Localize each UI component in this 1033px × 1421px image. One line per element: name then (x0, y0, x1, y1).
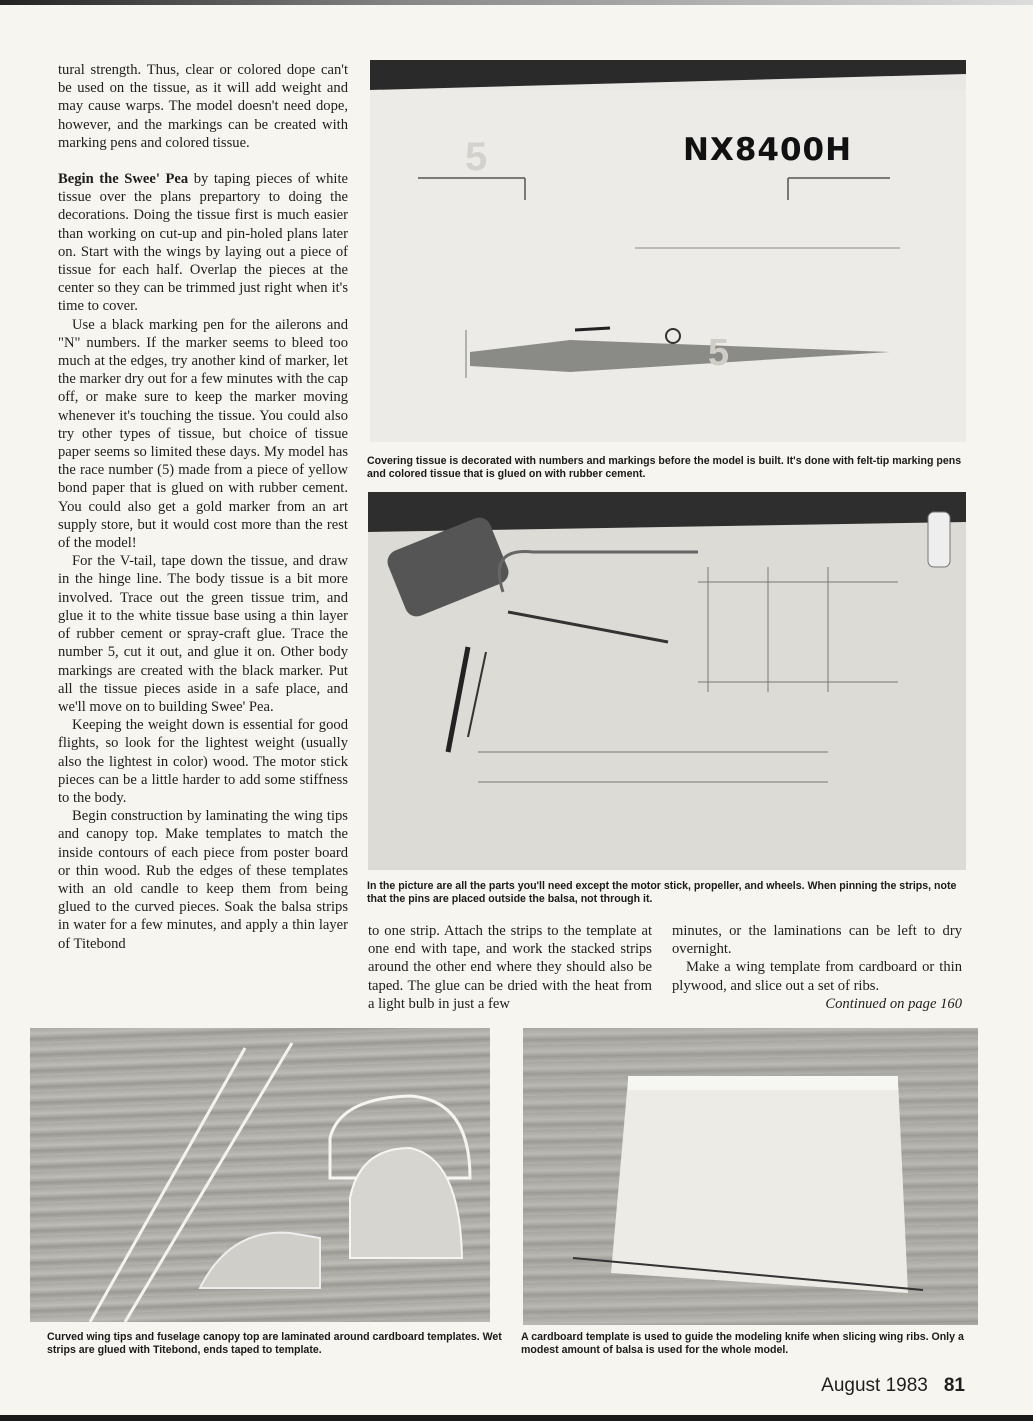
lead-in: Begin the Swee' Pea (58, 171, 189, 188)
laminations-illustration (30, 1028, 490, 1322)
race-number: 5 (708, 332, 730, 374)
photo-covering-tissue (370, 60, 966, 442)
page-footer (821, 1375, 965, 1397)
paragraph: Keeping the weight down is essential for good flights, so look for the lightest weight (usually also the lightest in color) wood. The motor stick pieces can be a little harder to add some stiffness to the body. (58, 717, 348, 806)
paragraph: to one strip. Attach the strips to the template at one end with tape, and work the stacked strips around the other end where they should also be taped. The glue can be dried with the heat from a light bulb in just a few (368, 923, 652, 1012)
middle-column-1 (368, 922, 652, 1013)
caption-photo-1: Covering tissue is decorated with numbers and markings before the model is built. It's done with felt-tip marking pens and colored tissue that is glued on with rubber cement. (367, 455, 962, 480)
template-illustration (523, 1028, 978, 1325)
middle-column-2 (672, 922, 962, 1013)
parts-illustration (368, 492, 966, 870)
paragraph: minutes, or the laminations can be left to dry overnight. (672, 923, 962, 958)
scan-edge-top (0, 0, 1033, 5)
tissue-illustration (370, 60, 966, 442)
left-column (58, 61, 348, 953)
caption-photo-3: Curved wing tips and fuselage canopy top are laminated around cardboard templates. Wet strips are glued with Titebond, ends taped to template. (47, 1331, 502, 1356)
registration-lettering: NX8400H (683, 132, 853, 168)
continued-link[interactable]: Continued on page 160 (825, 995, 962, 1012)
scan-edge-bottom (0, 1415, 1033, 1421)
paragraph: Make a wing template from cardboard or thin plywood, and slice out a set of ribs. (672, 959, 962, 994)
paragraph: For the V-tail, tape down the tissue, and draw in the hinge line. The body tissue is a bit more involved. Trace out the green tissue trim, and glue it to the white tissue base using a thin layer of rubber cement or spray-craft glue. Trace the number 5, cut it out, and glue it on. Other body markings are created with the black marker. Put all the tissue pieces aside in a safe place, and we'll move on to building Swee' Pea. (58, 553, 348, 715)
paragraph-text: by taping pieces of white tissue over the plans prepartory to doing the decorations. Doing the tissue first is much easier than working on cut-up and pin-holed plans later on. Start with the wings by laying out a piece of tissue for each half. Overlap the pieces at the center so they can be trimmed just right when it's time to cover. (58, 171, 348, 315)
caption-photo-2: In the picture are all the parts you'll need except the motor stick, propeller, and wheels. When pinning the strips, note that the pins are placed outside the balsa, not through it. (367, 880, 957, 905)
caption-photo-4: A cardboard template is used to guide the modeling knife when slicing wing ribs. Only a modest amount of balsa is used for the whole model. (521, 1331, 964, 1356)
photo-rib-template (523, 1028, 978, 1325)
faint-race-number: 5 (465, 135, 488, 179)
page-number: 81 (943, 1375, 965, 1396)
photo-parts (368, 492, 966, 870)
paragraph: Begin construction by laminating the wing tips and canopy top. Make templates to match the inside contours of each piece from poster board or thin wood. Rub the edges of these templates with an old candle to keep them from being glued to the curved pieces. Soak the balsa strips in water for a few minutes, and apply a thin layer of Titebond (58, 808, 348, 952)
paragraph: Use a black marking pen for the ailerons and "N" numbers. If the marker seems to bleed too much at the edges, try another kind of marker, let the marker dry out for a few minutes with the cap off, or make sure to keep the marker moving whenever it's touching the tissue. You could also try other types of tissue, but choice of tissue paper seems so limited these days. My model has the race number (5) made from a piece of yellow bond paper that is glued on with rubber cement. You could also get a gold marker from an art supply store, but it would cost more than the rest of the model! (58, 316, 348, 552)
paragraph: tural strength. Thus, clear or colored dope can't be used on the tissue, as it will add weight and may cause warps. The model doesn't need dope, however, and the markings can be created with marking pens and colored tissue. (58, 62, 348, 151)
paragraph (58, 170, 348, 316)
photo-laminated-tips (30, 1028, 490, 1322)
issue-date: August 1983 (821, 1375, 928, 1396)
